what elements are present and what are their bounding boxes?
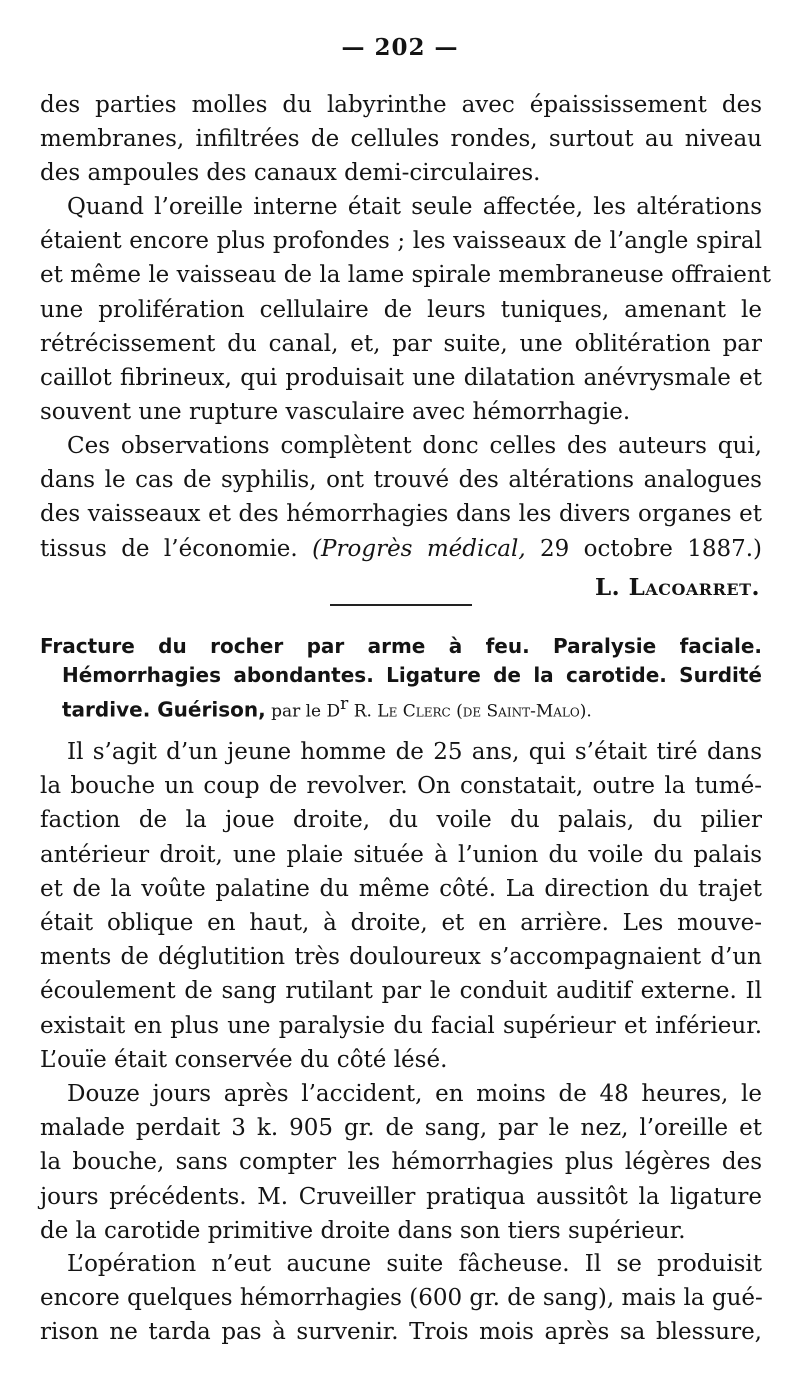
text-line: la bouche un coup de revolver. On constatait, outre la tumé- <box>40 773 762 800</box>
paragraph-inner-ear <box>40 190 771 429</box>
text-line: souvent une rupture vasculaire avec hémorrhagie. <box>40 399 631 426</box>
title-line: Fracture du rocher par arme à feu. Paralysie faciale. <box>40 634 762 658</box>
citation-source: (Progrès médical, <box>312 535 526 562</box>
text-line: et de la voûte palatine du même côté. La direction du trajet <box>40 875 762 902</box>
text-line: des vaisseaux et des hémorrhagies dans les divers organes et <box>40 501 762 528</box>
text-line: caillot fibrineux, qui produisait une dilatation anévrysmale et <box>40 365 762 392</box>
paragraph-case <box>40 735 762 1077</box>
text-line: écoulement de sang rutilant par le conduit auditif externe. Il <box>40 978 762 1005</box>
title-line-author: tardive. Guérison, par le $D^r$ R. Le Clerc (de Saint-Malo). <box>62 694 592 722</box>
citation-date: 29 octobre 1887.) <box>525 535 763 562</box>
text-line: malade perdait 3 k. 905 gr. de sang, par le nez, l’oreille et <box>40 1115 762 1142</box>
article-title <box>40 632 762 727</box>
text-line: Il s’agit d’un jeune homme de 25 ans, qui s’était tiré dans <box>67 739 762 765</box>
text-line: et même le vaisseau de la lame spirale membraneuse offraient <box>40 262 771 289</box>
text-line: Ces observations complètent donc celles des auteurs qui, <box>67 433 762 459</box>
paragraph-observations <box>40 429 762 566</box>
page-number: — 202 — <box>341 34 459 61</box>
text-line: étaient encore plus profondes ; les vaisseaux de l’angle spiral <box>40 228 762 255</box>
citation-lead: tissus de l’économie. <box>40 535 313 562</box>
signature: L. Lacoarret. <box>594 574 760 601</box>
text-line: membranes, infiltrées de cellules rondes, surtout au niveau <box>40 126 762 153</box>
signature-name: Lacoarret. <box>628 574 760 601</box>
text-line-citation <box>40 532 762 566</box>
text-line: rison ne tarda pas à survenir. Trois mois après sa blessure, <box>40 1319 762 1346</box>
text-line: la bouche, sans compter les hémorrhagies plus légères des <box>40 1149 762 1176</box>
text-line: était oblique en haut, à droite, et en arrière. Les mouve- <box>40 910 762 937</box>
text-line: Quand l’oreille interne était seule affectée, les altérations <box>67 194 762 220</box>
text-line: encore quelques hémorrhagies (600 gr. de sang), mais la gué- <box>40 1285 763 1312</box>
text-line: faction de la joue droite, du voile du palais, du pilier <box>40 807 762 834</box>
text-line: rétrécissement du canal, et, par suite, une oblitération par <box>40 330 762 357</box>
section-divider <box>330 604 472 606</box>
text-line: des ampoules des canaux demi-circulaires. <box>40 160 541 187</box>
title-line: Hémorrhagies abondantes. Ligature de la carotide. Surdité <box>62 663 762 687</box>
text-line: L’opération n’eut aucune suite fâcheuse. Il se produisit <box>67 1251 762 1277</box>
text-line: L’ouïe était conservée du côté lésé. <box>40 1046 448 1073</box>
text-line: des parties molles du labyrinthe avec épaississement des <box>40 92 762 118</box>
author-name: R. Le Clerc (de Saint-Malo). <box>348 701 592 722</box>
paragraph-operation <box>40 1247 762 1350</box>
paragraph-continued <box>40 88 762 191</box>
text-line: Douze jours après l’accident, en moins de 48 heures, le <box>67 1081 762 1107</box>
author-prefix: par le D <box>265 701 341 722</box>
text-line: antérieur droit, une plaie située à l’union du voile du palais <box>40 841 762 868</box>
paragraph-hemorrhage <box>40 1077 762 1248</box>
text-line: de la carotide primitive droite dans son tiers supérieur. <box>40 1217 686 1244</box>
text-line: jours précédents. M. Cruveiller pratiqua aussitôt la ligature <box>40 1183 762 1210</box>
text-line: une prolifération cellulaire de leurs tuniques, amenant le <box>40 296 762 323</box>
text-line: existait en plus une paralysie du facial supérieur et inférieur. <box>40 1012 762 1039</box>
text-line: dans le cas de syphilis, ont trouvé des altérations analogues <box>40 467 762 494</box>
author-sup: r <box>340 694 349 714</box>
text-line: ments de déglutition très douloureux s’accompagnaient d’un <box>40 944 762 971</box>
